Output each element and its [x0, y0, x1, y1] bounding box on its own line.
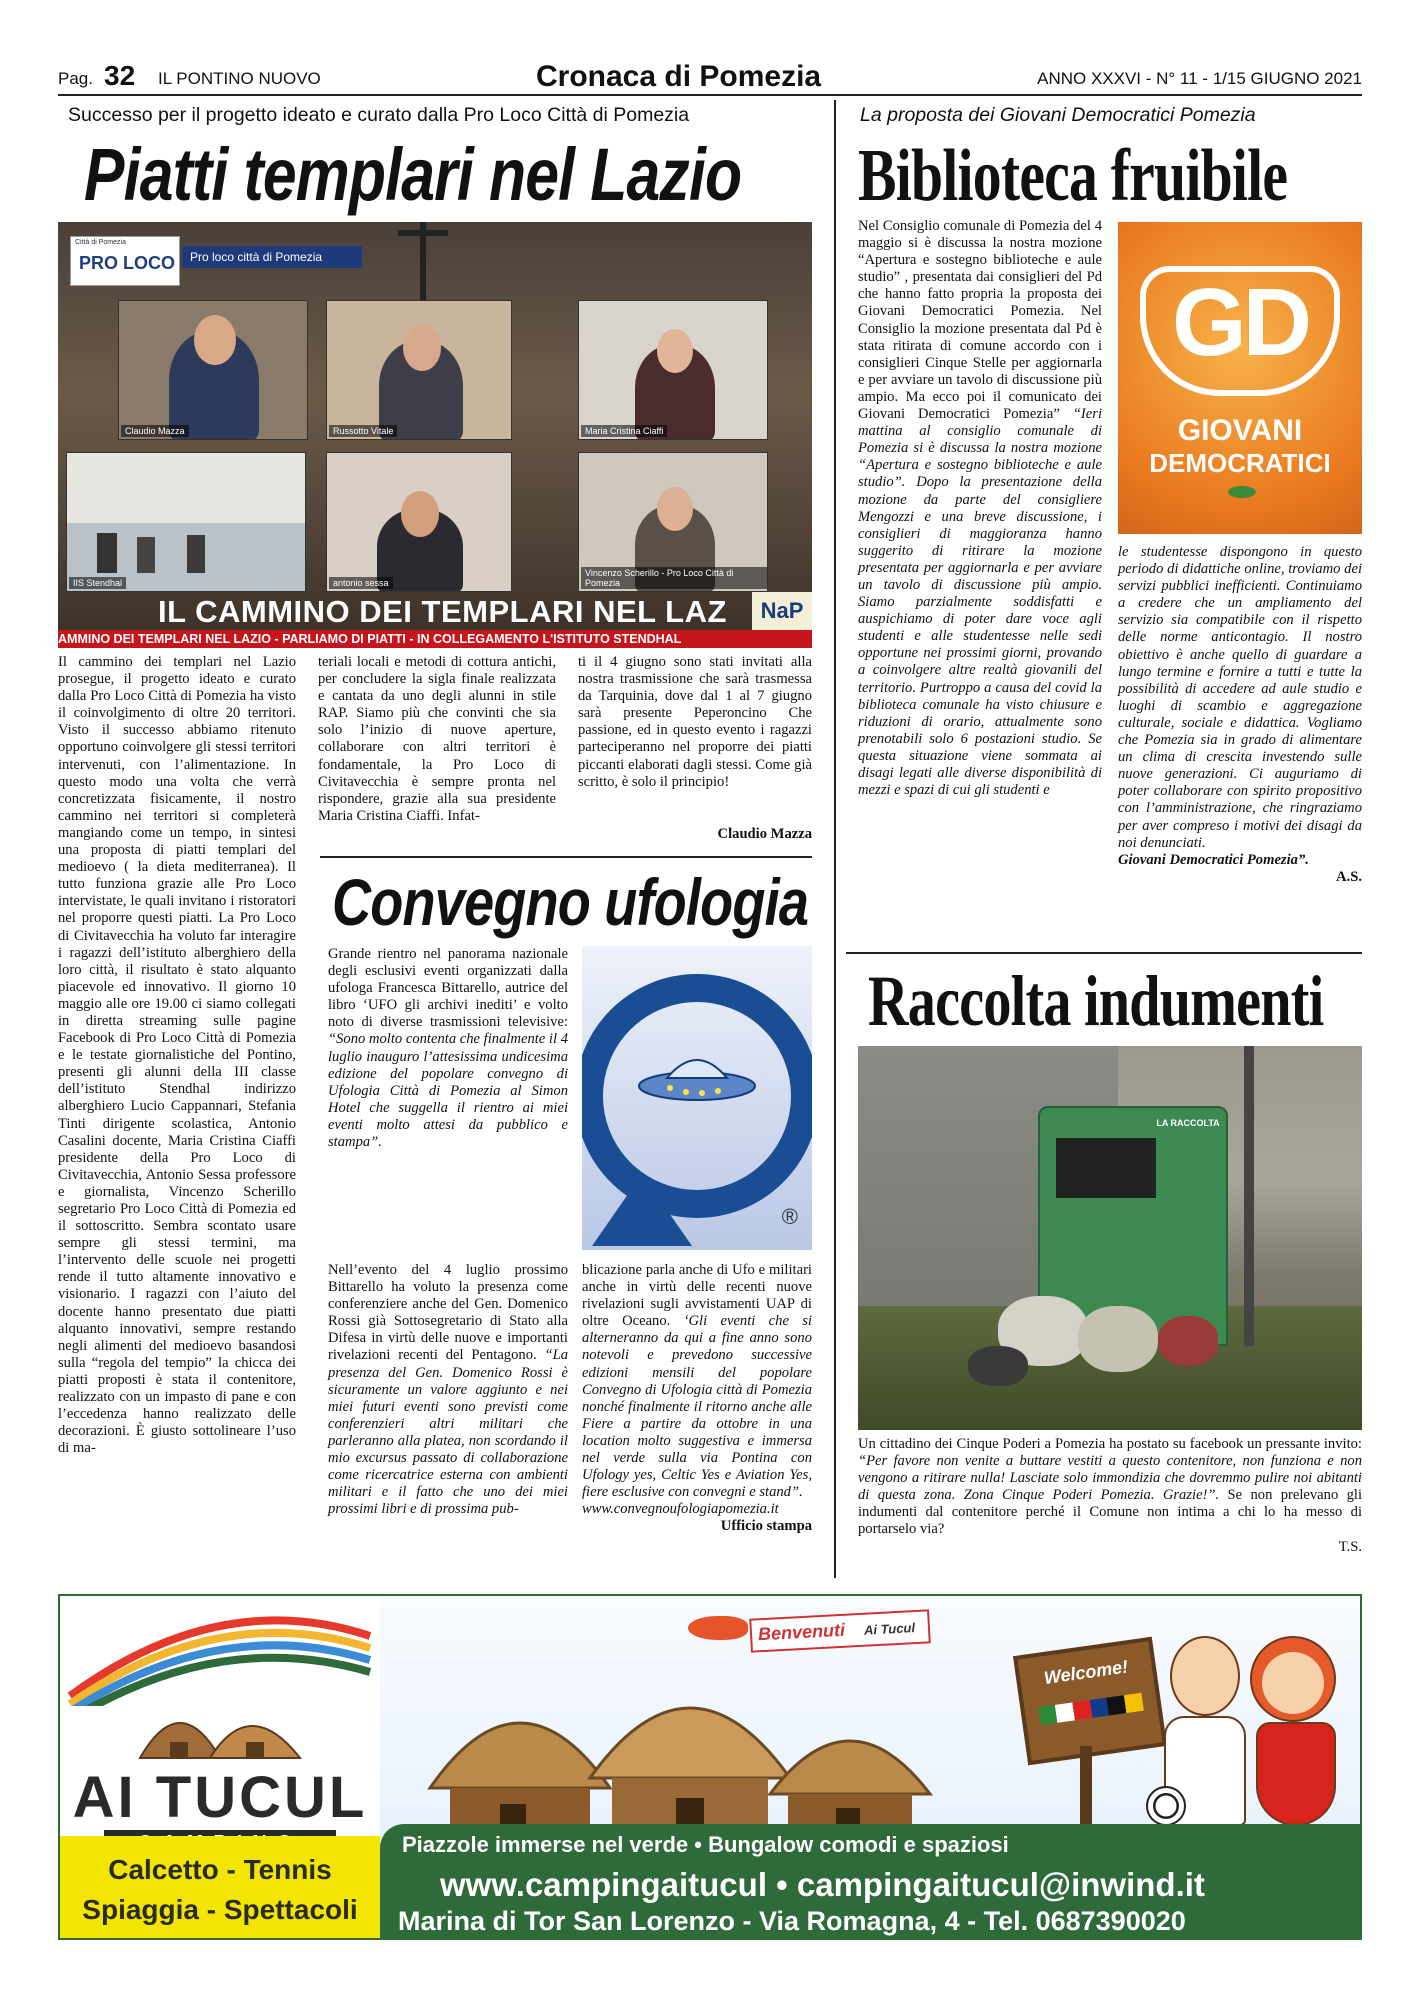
indumenti-title: Raccolta indumenti: [868, 961, 1324, 1041]
templari-title: Piatti templari nel Lazio: [84, 133, 742, 216]
biblioteca-quote-2: le studentesse dispongono in questo periodo di didattiche online, troviamo dei servizi pubblici inefficienti. Continuiamo a credere che un ampliamento del servizio sia compatibile con il rispetto delle norme anticontagio. Il nostro obiettivo è anche quello di guardare a lungo termine e fornire a tutti e tutte la possibilità di accedere ad aule studio e luoghi di scambio e aggregazione culturale, sociale e didattica. Vogliamo che Pomezia sia in grado di alimentare un clima di crescita investendo sulle nuove generazioni. Ci auguriamo di poter collaborare con spirito propositivo con l’amministrazione, che ringraziamo per aver compreso i motivi dei disagi da noi denunciati.: [1118, 544, 1362, 851]
ufologia-body-b: Nell’evento del 4 luglio prossimo Bittarello ha voluto la presenza come conferenziere anche del Gen. Domenico Rossi già Sottosegretario di Stato alla Difesa in virtù delle nuove e importanti rivelazioni recenti del Pentagono.: [328, 1262, 568, 1364]
indumenti-intro: Un cittadino dei Cinque Poderi a Pomezia ha postato su facebook un pressante invito:: [858, 1436, 1362, 1452]
ufologia-quote-b: “La presenza del Gen. Domenico Rossi è sicuramente un valore aggiunto e nei miei futuri eventi sono previsti come conferenzieri altri militari che parleranno alla platea, non scordando il mio excursus passato di collaborazione come ricercatrice esterna con ambienti militari e il fatto che uno dei miei prossimi libri e di prossima pub-: [328, 1347, 568, 1518]
biblioteca-quote-1: “Ieri mattina al consiglio comunale di Pomezia si è discussa la nostra mozione “Apertura e sostegno biblioteche e aule studio”. Dopo la presentazione della mozione da parte del consigliere Mengozzi e una breve discussione, i consiglieri di maggioranza hanno suggerito di ritirare la mozione presentata per aggiornarla e per avviare un tavolo di discussione più ampio. Siamo parzialmente soddisfatti e auspichiamo di poter dare voce agli studenti e alle studentesse nelle sedi opportune nei prossimi giorni, provando a coinvolgere altre realtà giovanili del territorio. Purtroppo a causa del covid la biblioteca comunale ha visto chiusure e riduzioni di orario, attualmente sono prenotabili solo 6 postazioni studio. Se questa situazione viene sommata ai disagi legati alle diverse disponibilità di mezzi e spazi di cui gli studenti e: [858, 406, 1102, 799]
indumenti-body: [858, 1436, 1362, 1556]
indumenti-quote: “Per favore non venite a buttare vestiti a questo contenitore, non funziona e non vengono a ritirare nulla! Lasciate solo immondizia che dovremmo pulire noi abitanti di questa zona. Zona Cinque Poderi Pomezia. Grazie!”.: [858, 1453, 1362, 1504]
soccer-ball-icon: [1146, 1786, 1186, 1826]
participant-label: IIS Stendhal: [69, 577, 126, 589]
ad-info-panel: [380, 1824, 1362, 1940]
participant-label: Vincenzo Scherillo - Pro Loco Città di Pomezia: [581, 567, 767, 589]
ufologia-col-b: [328, 1262, 568, 1518]
video-tile-6: [578, 452, 768, 592]
participant-label: Russotto Vitale: [329, 425, 397, 437]
ad-web[interactable]: www.campingaitucul • campingaitucul@inwind.it: [440, 1866, 1205, 1903]
gd-line2: DEMOCRATICI: [1149, 448, 1331, 478]
biblioteca-title: Biblioteca fruibile: [858, 135, 1288, 217]
ufologia-title: Convegno ufologia: [332, 865, 809, 939]
ufologia-quote-a: “Sono molto contenta che finalmente il 4 luglio inauguro l’attesissima undicesima edizione del popolare convegno di Ufologia Città di Pomezia al Simon Hotel che suggella il rientro ai miei eventi molto attesi da pubblico e stampa”.: [328, 1031, 568, 1151]
templari-col3: ti il 4 giugno sono stati invitati alla nostra trasmissione che sarà trasmessa da Tarquinia, dove dal 1 al 7 giugno sarà presente Peperoncino Che passione, ed in questo evento i ragazzi parteciperanno nel proporre dei piatti piccanti elaborati dagli stessi. Come già scritto, è solo il principio!: [578, 654, 812, 790]
proloco-banner: Pro loco città di Pomezia: [182, 246, 362, 268]
ad-sports-line2: Spiaggia - Spettacoli: [82, 1894, 358, 1925]
gd-line1: GIOVANI: [1177, 414, 1303, 447]
templari-col2: teriali locali e metodi di cottura antichi, per concludere la sigla finale realizzata e cantata da uno degli alunni in stile RAP. Siamo più che convinti che sia solo l’inizio di nuove aperture, collaborare con altri territori è fondamentale, la Pro Loco di Civitavecchia è sempre pronta nel rispondere, grazie alla sua presidente Maria Cristina Ciaffi. Infat-: [318, 654, 556, 824]
participant-label: Claudio Mazza: [121, 425, 189, 437]
pole: [1244, 1046, 1254, 1346]
paper-name: IL PONTINO NUOVO: [158, 69, 321, 88]
ufologia-signature: Ufficio stampa: [720, 1518, 812, 1535]
ad-sports-line1: Calcetto - Tennis: [108, 1854, 332, 1885]
video-tile-3: [578, 300, 768, 440]
plane-banner-a: Benvenuti: [757, 1619, 846, 1645]
video-tile-5: [326, 452, 512, 592]
photo-caption-big: IL CAMMINO DEI TEMPLARI NEL LAZ: [158, 594, 727, 629]
page-label: Pag.: [58, 69, 93, 88]
sign-post: [1080, 1746, 1092, 1836]
templari-kicker: Successo per il progetto ideato e curato dalla Pro Loco Città di Pomezia: [68, 104, 690, 126]
video-tile-1: [118, 300, 308, 440]
templari-photo: [58, 222, 812, 648]
ufologia-body-c: blicazione parla anche di Ufo e militari anche in virtù delle recenti nuove rivelazioni sugli avvistamenti UAP di oltre Oceano.: [582, 1262, 812, 1330]
biblioteca-org-signature: Giovani Democratici Pomezia”.: [1118, 851, 1309, 868]
indumenti-photo: [858, 1046, 1362, 1430]
column-divider: [834, 100, 836, 1578]
flags-icon: [1038, 1693, 1143, 1725]
participant-label: antonio sessa: [329, 577, 393, 589]
header-rule: [58, 94, 1362, 96]
ad-tagline: Piazzole immerse nel verde • Bungalow comodi e spaziosi: [402, 1832, 1009, 1857]
biblioteca-col1: [858, 218, 1102, 799]
plane-icon: [688, 1616, 748, 1640]
indumenti-end: Se non prelevano gli indumenti dal contenitore perché il Comune non intima a chi lo ha messo di portarselo via?: [858, 1487, 1362, 1538]
biblioteca-kicker: La proposta dei Giovani Democratici Pomezia: [860, 104, 1256, 126]
ufologia-quote-c: ‘Gli eventi che si alterneranno da qui a fine anno sono notevoli e prevedono successive edizioni mensili del popolare Convegno di Ufologia città di Pomezia nonché finalmente il ritorno anche alle Fiere a partire da ottobre in una location molto suggestiva e immersa nel verde sulla via Pontina con Ufology yes, Celtic Yes e Aviation Yes, fiere esclusive con convegni e stand”.: [582, 1313, 812, 1501]
templari-col1: Il cammino dei templari nel Lazio prosegue, il progetto ideato e curato dalla Pro Loco Città di Pomezia ha visto il coinvolgimento di oltre 20 territori. Visto il successo abbiamo ritenuto opportuno coinvolgere gli stessi territori intervenuti, con l’alimentazione. In questo modo una volta che verrà concretizzata fisicamente, il nostro cammino nei territori si completerà mangiando come un tempo, in sintesi una proposta di piatti templari del medioevo ( la dieta mediterranea). Il tutto funziona grazie alle Pro Loco intervistate, le quali invitano i ristoratori nel proporre questi piatti. La Pro Loco di Civitavecchia ha voluto far interagire i ragazzi dell’istituto alberghiero della loro città, il risultato è stato alquanto piacevole ed innovativo. Il giorno 10 maggio alle ore 19.00 ci siamo collegati in diretta streaming sulle pagine Facebook di Pro Loco Città di Pomezia e le testate giornalistiche del Pontino, presenti gli alunni della III classe dell’istituto Stendhal indirizzo alberghiero Lucio Cappannari, Stefania Tinti dirigente scolastica, Antonio Casalini docente, Maria Cristina Ciaffi presidente della Pro Loco di Civitavecchia, Antonio Sessa professore e giornalista, Vincenzo Scherillo segretario Pro Loco Città di Pomezia ed il sottoscritto. Sembra scontato usare sempre gli stessi termini, ma l’intervento delle scuole nei progetti rende il tutto altamente innovativo e visionario. I ragazzi con l’aiuto del docente hanno presentato due piatti alquanto innovativi, sempre restando negli alimenti del medioevo basandosi sulla “regola del tempio” la chicca dei piatti proposti è stata il contenitore, realizzato con un impasto di pane e con l’eccedenza hanno realizzato delle decorazioni. È giusto sottolineare l’uso di ma-: [58, 654, 296, 1457]
ufologia-intro: Grande rientro nel panorama nazionale degli esclusivi eventi organizzati dalla ufologa Francesca Bittarello, autrice del libro ‘UFO gli archivi inediti’ e volto noto di diverse trasmissioni televisive:: [328, 946, 568, 1031]
proloco-logo-small: Città di Pomezia: [75, 239, 126, 246]
gd-logo: [1118, 222, 1362, 534]
page-header: [58, 60, 1362, 94]
video-tile-2: [326, 300, 512, 440]
video-tile-4: [66, 452, 306, 592]
ad-sports-panel: [60, 1836, 380, 1940]
page-number: 32: [104, 60, 136, 91]
gd-letters: GD: [1172, 269, 1308, 376]
registered-mark: ®: [781, 1204, 798, 1229]
biblioteca-col2: [1118, 544, 1362, 886]
camping-ad[interactable]: [58, 1594, 1362, 1940]
section-title: Cronaca di Pomezia: [536, 60, 822, 93]
huts-illustration: [390, 1618, 950, 1848]
ad-address: Marina di Tor San Lorenzo - Via Romagna, 4 - Tel. 0687390020: [398, 1906, 1186, 1936]
ufologia-col-a: [328, 946, 568, 1151]
biblioteca-intro: Nel Consiglio comunale di Pomezia del 4 maggio si è discussa la nostra mozione “Apertura e sostegno biblioteche e aule studio” , presentata dai consiglieri del Pd che hanno fatto propria la proposta dei Giovani Democratici Pomezia. Nel Consiglio la mozione presentata dal Pd è stata ritirata di comune accordo con i consiglieri Cinque Stelle per aggiornarla e per avviare un tavolo di discussione più ampio. Ma ecco poi il comunicato dei Giovani Democratici Pomezia”: [858, 218, 1102, 423]
nap-logo: NaP: [752, 592, 812, 630]
proloco-logo-text: PRO LOCO: [79, 253, 176, 273]
ufologia-rule: [320, 856, 812, 858]
ad-brand-panel: [60, 1596, 380, 1836]
bin-label: LA RACCOLTA: [1156, 1118, 1220, 1128]
indumenti-signature: T.S.: [1338, 1538, 1362, 1555]
proloco-logo: [70, 236, 180, 286]
gd-leaf-icon: [1228, 486, 1256, 498]
issue-info: ANNO XXXVI - N° 11 - 1/15 GIUGNO 2021: [1037, 69, 1362, 88]
ufologia-logo: [582, 946, 812, 1250]
ufologia-url[interactable]: www.convegnoufologiapomezia.it: [582, 1501, 779, 1518]
templari-signature: Claudio Mazza: [717, 826, 812, 842]
ad-brand-name: AI TUCUL: [72, 1765, 368, 1830]
participant-label: Maria Cristina Ciaffi: [581, 425, 667, 437]
ufo-logo-graphic: [582, 946, 812, 1250]
hut-logo-icon: [130, 1688, 310, 1768]
photo-ticker: AMMINO DEI TEMPLARI NEL LAZIO - PARLIAMO DI PIATTI - IN COLLEGAMENTO L'ISTITUTO STENDHAL: [58, 630, 812, 648]
biblioteca-signature: A.S.: [1336, 868, 1362, 885]
ufologia-col-c: [582, 1262, 812, 1536]
welcome-text: Welcome!: [1042, 1656, 1130, 1689]
indumenti-rule: [846, 952, 1362, 954]
plane-banner-b: Ai Tucul: [863, 1620, 916, 1638]
mascot-boy: [1170, 1636, 1240, 1716]
